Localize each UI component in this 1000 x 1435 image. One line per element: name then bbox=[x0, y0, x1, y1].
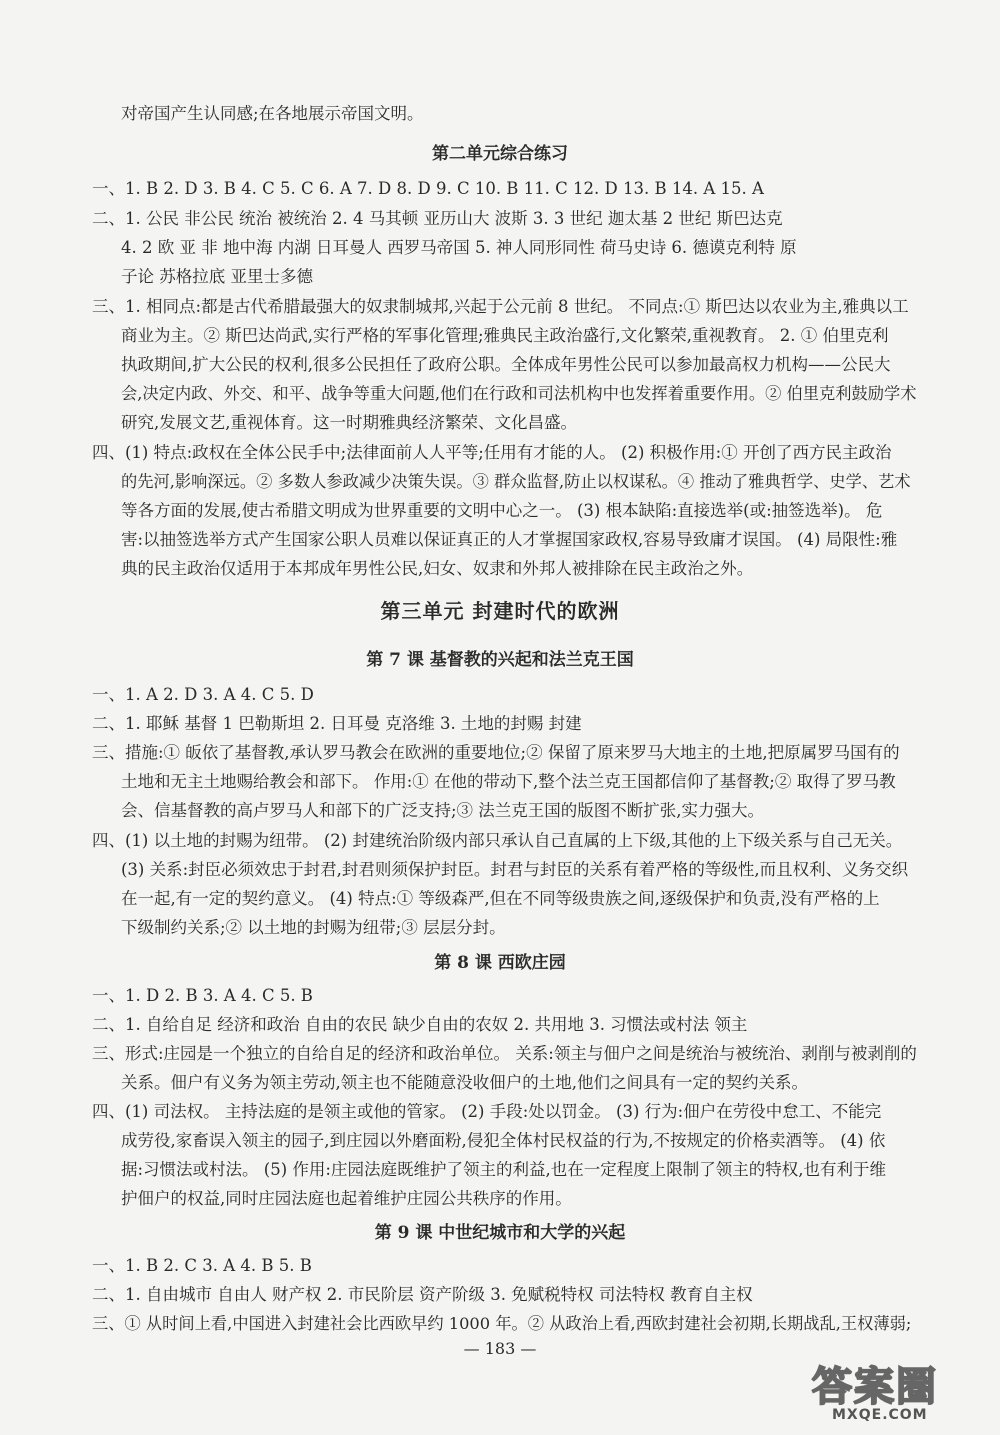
answer-line: 二、1. 自由城市 自由人 财产权 2. 市民阶层 资产阶级 3. 免赋税特权 司法特权 教育自主权 bbox=[92, 1285, 753, 1304]
lesson-heading: 第 9 课 中世纪城市和大学的兴起 bbox=[374, 1223, 626, 1243]
answer-line: 四、(1) 司法权。 主持法庭的是领主或他的管家。 (2) 手段:处以罚金。 (3) 行为:佃户在劳役中怠工、不能完 bbox=[92, 1102, 882, 1121]
answer-line: 典的民主政治仅适用于本邦成年男性公民,妇女、奴隶和外邦人被排除在民主政治之外。 bbox=[121, 559, 754, 578]
answer-line: 一、1. B 2. C 3. A 4. B 5. B bbox=[92, 1256, 312, 1275]
answer-line: 在一起,有一定的契约意义。 (4) 特点:① 等级森严,但在不同等级贵族之间,逐级保护和负责,没有严格的上 bbox=[121, 889, 880, 908]
answer-line: 子论 苏格拉底 亚里士多德 bbox=[121, 267, 313, 286]
answer-line: 下级制约关系;② 以土地的封赐为纽带;③ 层层分封。 bbox=[121, 918, 506, 937]
lesson-heading: 第 7 课 基督教的兴起和法兰克王国 bbox=[366, 650, 634, 670]
answer-line: 成劳役,家畜误入领主的园子,到庄园以外磨面粉,侵犯全体村民权益的行为,不按规定的价格卖酒等。 (4) 依 bbox=[121, 1131, 886, 1150]
answer-line: 会,决定内政、外交、和平、战争等重大问题,他们在行政和司法机构中也发挥着重要作用。② 伯里克利鼓励学术 bbox=[121, 384, 917, 403]
answer-line: 三、① 从时间上看,中国进入封建社会比西欧早约 1000 年。② 从政治上看,西欧封建社会初期,长期战乱,王权薄弱; bbox=[92, 1314, 912, 1333]
answer-line: 会、信基督教的高卢罗马人和部下的广泛支持;③ 法兰克王国的版图不断扩张,实力强大。 bbox=[121, 801, 765, 820]
answer-line: 三、1. 相同点:都是古代希腊最强大的奴隶制城邦,兴起于公元前 8 世纪。 不同点:① 斯巴达以农业为主,雅典以工 bbox=[92, 297, 909, 316]
section-heading: 第二单元综合练习 bbox=[432, 144, 568, 164]
answer-line: 商业为主。② 斯巴达尚武,实行严格的军事化管理;雅典民主政治盛行,文化繁荣,重视教育。 2. ① 伯里克利 bbox=[121, 326, 889, 345]
answer-line: 三、措施:① 皈依了基督教,承认罗马教会在欧洲的重要地位;② 保留了原来罗马大地主的土地,把原属罗马国有的 bbox=[92, 743, 900, 762]
answer-line: 四、(1) 以土地的封赐为纽带。 (2) 封建统治阶级内部只承认自己直属的上下级,其他的上下级关系与自己无关。 bbox=[92, 831, 903, 850]
answer-line: 执政期间,扩大公民的权利,很多公民担任了政府公职。全体成年男性公民可以参加最高权力机构——公民大 bbox=[121, 355, 891, 374]
answer-line: 的先河,影响深远。② 多数人参政减少决策失误。③ 群众监督,防止以权谋私。④ 推动了雅典哲学、史学、艺术 bbox=[121, 472, 911, 491]
answer-line: 害:以抽签选举方式产生国家公职人员难以保证真正的人才掌握国家政权,容易导致庸才误国。 (4) 局限性:雅 bbox=[121, 530, 898, 549]
answer-line: 一、1. A 2. D 3. A 4. C 5. D bbox=[92, 685, 314, 704]
answer-line: 二、1. 耶稣 基督 1 巴勒斯坦 2. 日耳曼 克洛维 3. 土地的封赐 封建 bbox=[92, 714, 582, 733]
unit-heading: 第三单元 封建时代的欧洲 bbox=[380, 599, 620, 623]
answer-line: 关系。佃户有义务为领主劳动,领主也不能随意没收佃户的土地,他们之间具有一定的契约关系。 bbox=[121, 1073, 808, 1092]
answer-line: 据:习惯法或村法。 (5) 作用:庄园法庭既维护了领主的利益,也在一定程度上限制了领主的特权,也有利于维 bbox=[121, 1160, 886, 1179]
answer-line: 二、1. 自给自足 经济和政治 自由的农民 缺少自由的农奴 2. 共用地 3. 习惯法或村法 领主 bbox=[92, 1015, 748, 1034]
answer-line: 二、1. 公民 非公民 统治 被统治 2. 4 马其顿 亚历山大 波斯 3. 3 世纪 迦太基 2 世纪 斯巴达克 bbox=[92, 209, 783, 228]
answer-line: 等各方面的发展,使古希腊文明成为世界重要的文明中心之一。 (3) 根本缺陷:直接选举(或:抽签选举)。 危 bbox=[121, 501, 883, 520]
answer-line: 土地和无主土地赐给教会和部下。 作用:① 在他的带动下,整个法兰克王国都信仰了基督教;② 取得了罗马教 bbox=[121, 772, 896, 791]
watermark-url: MXQE.COM bbox=[832, 1407, 928, 1423]
watermark-text: 答案圈 bbox=[812, 1364, 938, 1410]
answer-line: 一、1. B 2. D 3. B 4. C 5. C 6. A 7. D 8. D 9. C 10. B 11. C 12. D 13. B 14. A 15. A bbox=[92, 179, 764, 198]
page-number: — 183 — bbox=[463, 1339, 537, 1358]
answer-line: 三、形式:庄园是一个独立的自给自足的经济和政治单位。 关系:领主与佃户之间是统治与被统治、剥削与被剥削的 bbox=[92, 1044, 917, 1063]
answer-line: 研究,发展文艺,重视体育。这一时期雅典经济繁荣、文化昌盛。 bbox=[121, 413, 577, 432]
lesson-heading: 第 8 课 西欧庄园 bbox=[434, 953, 566, 973]
watermark-logo bbox=[812, 1355, 992, 1427]
answer-line: 4. 2 欧 亚 非 地中海 内湖 日耳曼人 西罗马帝国 5. 神人同形同性 荷马史诗 6. 德谟克利特 原 bbox=[121, 238, 797, 257]
answer-line: 四、(1) 特点:政权在全体公民手中;法律面前人人平等;任用有才能的人。 (2) 积极作用:① 开创了西方民主政治 bbox=[92, 443, 892, 462]
text-line: 对帝国产生认同感;在各地展示帝国文明。 bbox=[121, 104, 424, 123]
answer-line: 一、1. D 2. B 3. A 4. C 5. B bbox=[92, 986, 313, 1005]
answer-line: (3) 关系:封臣必须效忠于封君,封君则须保护封臣。封君与封臣的关系有着严格的等级性,而且权利、义务交织 bbox=[121, 860, 909, 879]
answer-line: 护佃户的权益,同时庄园法庭也起着维护庄园公共秩序的作用。 bbox=[121, 1189, 572, 1208]
